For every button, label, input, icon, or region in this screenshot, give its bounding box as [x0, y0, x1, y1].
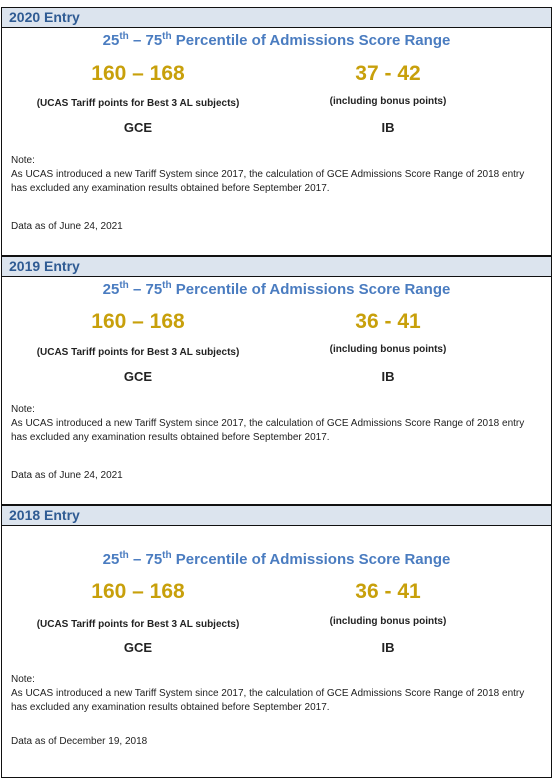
ib-score-range: 36 - 41	[355, 580, 421, 603]
ib-label: IB	[381, 640, 395, 655]
data-date: Data as of June 24, 2021	[11, 221, 123, 232]
note-text: As UCAS introduced a new Tariff System since 2017, the calculation of GCE Admissions Score Range of 2018 entry has excluded any examination results obtained before September 2017.	[11, 418, 525, 443]
gce-label: GCE	[123, 640, 153, 655]
gce-score-range: 160 – 168	[91, 310, 185, 333]
gce-score-range: 160 – 168	[91, 580, 185, 603]
percentile-heading: 25th – 75th Percentile of Admissions Score Range	[102, 280, 451, 298]
ib-score-range: 37 - 42	[355, 62, 421, 85]
ib-label: IB	[381, 120, 395, 135]
entry-section-2018	[1, 505, 552, 778]
note-text: As UCAS introduced a new Tariff System since 2017, the calculation of GCE Admissions Score Range of 2018 entry has excluded any examination results obtained before September 2017.	[11, 688, 525, 713]
note-label: Note:	[11, 404, 35, 415]
entry-section-2020	[1, 7, 552, 256]
note-label: Note:	[11, 155, 35, 166]
gce-score-range: 160 – 168	[91, 62, 185, 85]
gce-subtitle: (UCAS Tariff points for Best 3 AL subjects)	[36, 347, 240, 358]
ib-subtitle: (including bonus points)	[329, 344, 447, 355]
ib-subtitle: (including bonus points)	[329, 616, 447, 627]
gce-subtitle: (UCAS Tariff points for Best 3 AL subjects)	[36, 98, 240, 109]
ib-subtitle: (including bonus points)	[329, 96, 447, 107]
ib-label: IB	[381, 369, 395, 384]
data-date: Data as of June 24, 2021	[11, 470, 123, 481]
ib-score-range: 36 - 41	[355, 310, 421, 333]
data-date: Data as of December 19, 2018	[11, 736, 148, 747]
entry-title: 2018 Entry	[2, 506, 551, 526]
gce-label: GCE	[123, 120, 153, 135]
entry-title: 2020 Entry	[2, 8, 551, 28]
entry-section-2019	[1, 256, 552, 505]
gce-subtitle: (UCAS Tariff points for Best 3 AL subjects)	[36, 619, 240, 630]
note-text: As UCAS introduced a new Tariff System since 2017, the calculation of GCE Admissions Score Range of 2018 entry has excluded any examination results obtained before September 2017.	[11, 169, 525, 194]
percentile-heading: 25th – 75th Percentile of Admissions Score Range	[102, 550, 451, 568]
note-label: Note:	[11, 674, 35, 685]
entry-title: 2019 Entry	[2, 257, 551, 277]
gce-label: GCE	[123, 369, 153, 384]
percentile-heading: 25th – 75th Percentile of Admissions Score Range	[102, 31, 451, 49]
